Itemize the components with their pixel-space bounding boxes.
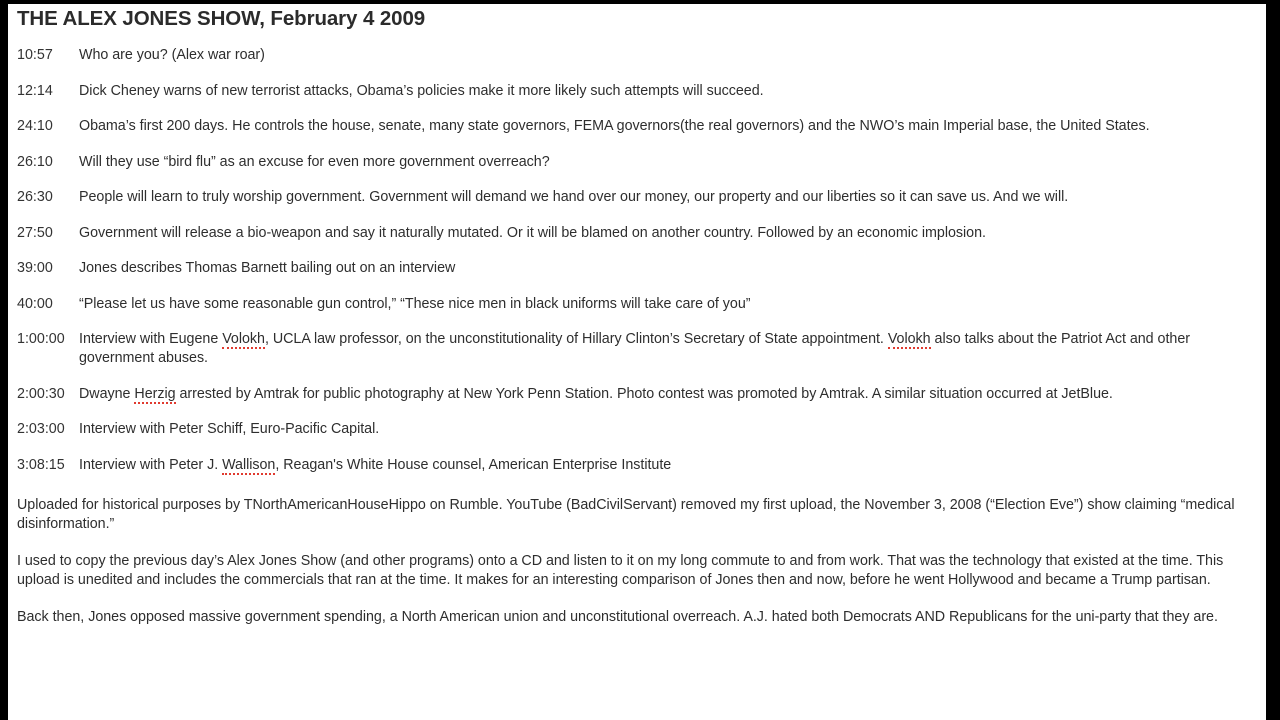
chapter-row[interactable] — [17, 456, 1257, 475]
chapter-timestamp[interactable]: 10:57 — [17, 47, 53, 63]
spellcheck-flagged-word: Volokh — [887, 331, 931, 347]
chapter-description: “Please let us have some reasonable gun control,” “These nice men in black uniforms will take care of you” — [79, 295, 751, 312]
chapter-row[interactable] — [17, 117, 1257, 136]
chapter-timestamp[interactable]: 27:50 — [17, 224, 53, 241]
chapter-row[interactable] — [17, 46, 1257, 65]
chapter-row[interactable] — [17, 385, 1257, 404]
chapter-description — [79, 330, 1257, 368]
chapter-text-run: Interview with Peter J. — [79, 456, 223, 473]
chapter-text-run: Dwayne — [79, 385, 135, 402]
chapter-row[interactable] — [17, 330, 1257, 368]
note-paragraph: Back then, Jones opposed massive government spending, a North American union and unconstitutional overreach. A.J. hated both Democrats AND Republicans for the uni-party that they are. — [17, 608, 1218, 625]
document-canvas — [8, 4, 1266, 720]
chapter-row[interactable] — [17, 153, 1257, 172]
spellcheck-flagged-word: Wallison — [222, 456, 276, 473]
chapter-timestamp[interactable]: 1:00:00 — [17, 331, 65, 347]
page-title: THE ALEX JONES SHOW, February 4 2009 — [17, 7, 426, 30]
chapter-timestamp[interactable]: 26:10 — [17, 153, 53, 170]
spellcheck-flagged-word: Volokh — [222, 331, 265, 347]
chapter-description: Dick Cheney warns of new terrorist attacks, Obama’s policies make it more likely such attempts will succeed. — [79, 82, 764, 99]
chapter-row[interactable] — [17, 259, 1257, 278]
chapter-description: Who are you? (Alex war roar) — [79, 47, 265, 63]
chapter-timestamp[interactable]: 2:03:00 — [17, 421, 65, 437]
chapter-timestamp[interactable]: 3:08:15 — [17, 456, 65, 473]
chapter-description: People will learn to truly worship government. Government will demand we hand over our money, our property and our liberties so it can save us. And we will. — [79, 189, 1069, 205]
note-paragraph: Uploaded for historical purposes by TNorthAmericanHouseHippo on Rumble. YouTube (BadCivilServant) removed my first upload, the November 3, 2008 (“Election Eve”) show claiming “medical disinformation.” — [17, 496, 1235, 532]
chapter-row[interactable] — [17, 224, 1257, 243]
chapter-text-run: , Reagan's White House counsel, American Enterprise Institute — [275, 456, 672, 473]
chapter-description — [79, 385, 1257, 404]
chapter-timestamp[interactable]: 24:10 — [17, 118, 53, 134]
chapter-timestamp[interactable]: 12:14 — [17, 82, 53, 99]
chapter-timestamp[interactable]: 2:00:30 — [17, 385, 65, 402]
chapter-row[interactable] — [17, 188, 1257, 207]
spellcheck-flagged-word: Herzig — [134, 385, 176, 402]
note-paragraph: I used to copy the previous day’s Alex Jones Show (and other programs) onto a CD and listen to it on my long commute to and from work. That was the technology that existed at the time. This upload is unedited and includes the commercials that ran at the time. It makes for an interesting comparison of Jones then and now, before he went Hollywood and became a Trump partisan. — [17, 552, 1224, 588]
chapter-row[interactable] — [17, 295, 1257, 314]
chapter-description — [79, 456, 1257, 475]
chapter-text-run: arrested by Amtrak for public photography at New York Penn Station. Photo contest was promoted by Amtrak. A similar situation occurred at JetBlue. — [175, 385, 1113, 402]
chapter-timestamp[interactable]: 40:00 — [17, 295, 53, 312]
description-notes — [17, 496, 1257, 627]
chapter-row[interactable] — [17, 420, 1257, 439]
chapter-timestamp[interactable]: 39:00 — [17, 260, 53, 276]
chapter-description: Jones describes Thomas Barnett bailing out on an interview — [79, 260, 456, 276]
chapter-row[interactable] — [17, 82, 1257, 101]
chapter-description: Government will release a bio-weapon and say it naturally mutated. Or it will be blamed on another country. Followed by an economic implosion. — [79, 224, 986, 241]
chapter-description: Obama’s first 200 days. He controls the house, senate, many state governors, FEMA governors(the real governors) and the NWO’s main Imperial base, the United States. — [79, 118, 1150, 134]
chapter-list — [17, 46, 1257, 475]
chapter-text-run: , UCLA law professor, on the unconstitutionality of Hillary Clinton’s Secretary of State appointment. — [264, 331, 888, 347]
chapter-description: Will they use “bird flu” as an excuse for even more government overreach? — [79, 153, 550, 170]
chapter-text-run: Interview with Eugene — [79, 331, 223, 347]
chapter-description: Interview with Peter Schiff, Euro-Pacific Capital. — [79, 421, 380, 437]
chapter-timestamp[interactable]: 26:30 — [17, 189, 53, 205]
document-body — [17, 6, 1257, 627]
chapter-text-run: also talks about the Patriot Act and other government abuses. — [79, 331, 1190, 366]
